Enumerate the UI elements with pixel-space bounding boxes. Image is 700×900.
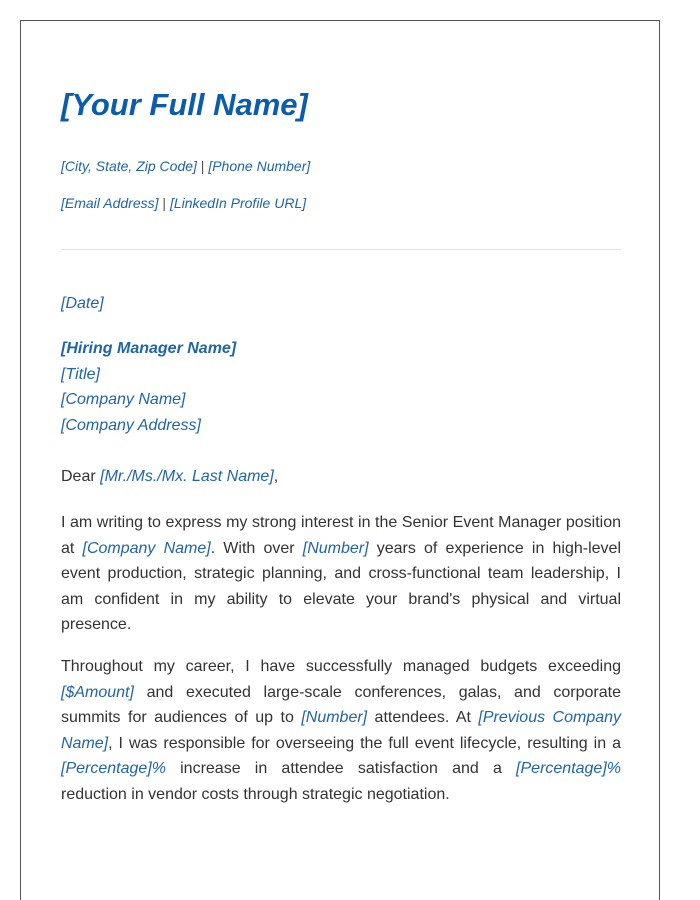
recipient-block [61, 336, 236, 438]
placeholder-percentage-costs: [Percentage]% [516, 760, 621, 777]
salutation [61, 468, 278, 486]
contact-separator: | [162, 195, 167, 211]
letter-date: [Date] [61, 295, 104, 312]
placeholder-years: [Number] [302, 539, 369, 557]
full-name-heading: [Your Full Name] [61, 87, 308, 122]
placeholder-company-name: [Company Name] [82, 539, 211, 557]
salutation-name: [Mr./Ms./Mx. Last Name] [100, 468, 274, 485]
linkedin-url: [LinkedIn Profile URL] [169, 195, 307, 211]
contact-separator: | [200, 158, 205, 174]
hiring-manager-name: [Hiring Manager Name] [61, 340, 237, 357]
salutation-suffix: , [273, 468, 279, 485]
contact-line-email-linkedin [61, 195, 306, 211]
body-paragraph-2: Throughout my career, I have successfully managed budgets exceeding [$Amount] and executed large-scale conferences, galas, and corporate summits for audiences of up to [Number] attendees. At [Previous Company Name], I was responsible for overseeing the full event lifecycle, resulting in a [Percentage]% increase in attendee satisfaction and a [Percentage]% reduction in vendor costs through strategic negotiation. [61, 658, 622, 803]
email-address: [Email Address] [61, 195, 159, 211]
placeholder-percentage-satisfaction: [Percentage]% [61, 760, 166, 777]
contact-line-location-phone [61, 158, 310, 174]
salutation-prefix: Dear [61, 468, 101, 485]
city-state-zip: [City, State, Zip Code] [61, 158, 197, 174]
phone-number: [Phone Number] [208, 158, 311, 174]
header-divider [61, 249, 621, 250]
body-paragraph-1: I am writing to express my strong interest in the Senior Event Manager position at [Company Name]. With over [Number] years of experience in high-level event production, strategic planning, and cross-functional team leadership, I am confident in my ability to elevate your brand's physical and virtual presence. [61, 514, 622, 633]
placeholder-previous-company: [Previous Company Name] [61, 709, 622, 752]
placeholder-audience-number: [Number] [301, 709, 368, 726]
recipient-address: [Company Address] [61, 416, 201, 434]
recipient-company: [Company Name] [61, 391, 186, 408]
letter-page [20, 20, 660, 900]
recipient-title: [Title] [61, 365, 100, 383]
placeholder-amount: [$Amount] [61, 683, 134, 701]
